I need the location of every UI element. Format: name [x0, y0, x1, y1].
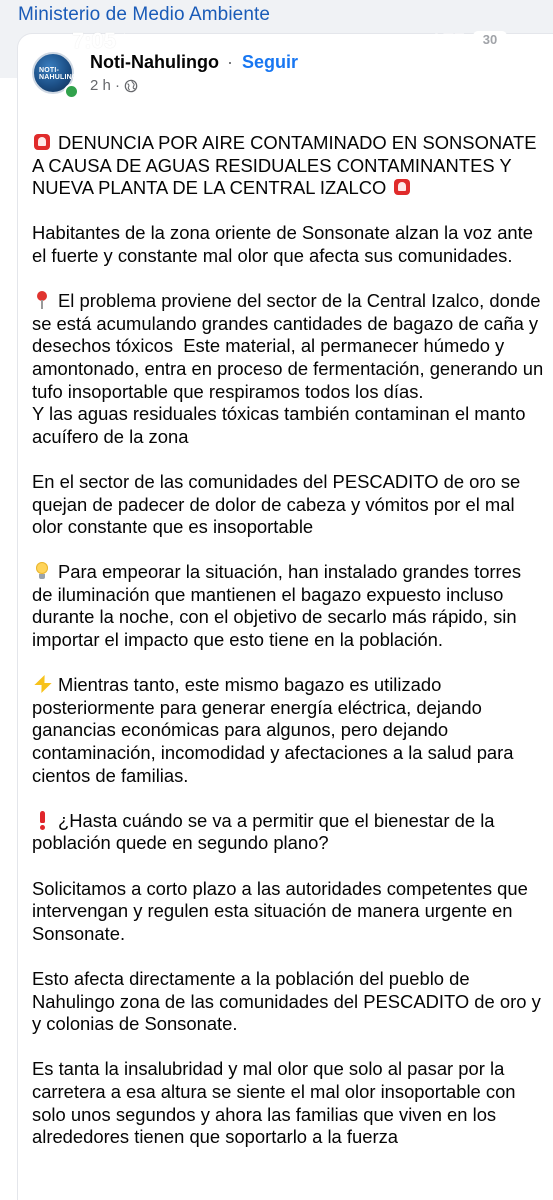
avatar-text: NOTI-NAHULINGO: [39, 67, 84, 81]
name-separator: ·: [227, 52, 233, 72]
top-banner-title[interactable]: Ministerio de Medio Ambiente: [18, 4, 271, 25]
police-light-icon: [392, 177, 412, 197]
high-voltage-icon: [32, 674, 52, 694]
paragraph-2: [32, 290, 544, 448]
battery-level: 30: [473, 31, 507, 49]
paragraph-9: Es tanta la insalubridad y mal olor que solo al pasar por la carretera a esa altura se siente el mal olor insoportable con solo unos segundos y ahora las familias que viven en los alrededores tienen que soportarlo a la fuerza: [32, 1058, 521, 1148]
network-type: LTE: [434, 30, 465, 49]
follow-button[interactable]: Seguir: [242, 52, 299, 72]
bell-slash-icon: [122, 33, 140, 49]
paragraph-8: Esto afecta directamente a la población del pueblo de Nahulingo zona de las comunidades del PESCADITO de oro y y colonias de Sonsonate.: [32, 967, 546, 1035]
paragraph-6: [32, 810, 544, 855]
light-bulb-icon: [32, 561, 52, 581]
post-title-text: DENUNCIA POR AIRE CONTAMINADO EN SONSONATE A CAUSA DE AGUAS RESIDUALES CONTAMINANTES Y NUEVA PLANTA DE LA CENTRAL IZALCO: [32, 132, 541, 199]
page-name[interactable]: Noti-Nahulingo: [90, 52, 219, 72]
cellular-signal-icon: [408, 33, 426, 47]
status-time: 7:05: [72, 28, 117, 53]
paragraph-5-text: Mientras tanto, este mismo bagazo es utilizado posteriormente para generar energía eléctrica, dejando ganancias económicas para algunos, pero dejando contaminación, incomodidad y afectaciones a la salud para cientos de familias.: [32, 674, 519, 786]
paragraph-7: Solicitamos a corto plazo a las autoridades competentes que intervengan y regulen esta situación de manera urgente en Sonsonate.: [32, 877, 533, 944]
post-meta: [90, 77, 138, 94]
status-bar-right: [408, 30, 507, 50]
globe-icon: [124, 79, 138, 93]
post-title-paragraph: [32, 132, 544, 200]
online-status-dot: [64, 84, 79, 99]
post-body: [32, 132, 544, 1149]
paragraph-5: [32, 674, 544, 787]
police-light-icon: [32, 132, 52, 152]
paragraph-3: En el sector de las comunidades del PESCADITO de oro se quejan de padecer de dolor de cabeza y vómitos por el mal olor constante que es insoportable: [32, 470, 526, 538]
post-card: [18, 34, 553, 1200]
post-time[interactable]: 2 h ·: [90, 77, 121, 94]
paragraph-2-text: El problema proviene del sector de la Central Izalco, donde se está acumulando grandes cantidades de bagazo de caña y desechos tóxicos Este material, al permanecer húmedo y amontonado, entra en proceso de fermentación, generando un tufo insoportable que respiramos todos los días. Y las aguas residuales tóxicas también contaminan el manto acuífero de la zona: [32, 290, 544, 447]
paragraph-6-text: ¿Hasta cuándo se va a permitir que el bienestar de la población quede en segundo plano?: [32, 809, 500, 854]
post-header: [32, 48, 532, 108]
round-pushpin-icon: [32, 290, 52, 310]
paragraph-4-text: Para empeorar la situación, han instalado grandes torres de iluminación que mantienen el bagazo expuesto incluso durante la noche, con el objetivo de secarlo más rápido, sin importar el impacto que esto tiene en la población.: [32, 561, 527, 651]
paragraph-1: Habitantes de la zona oriente de Sonsonate alzan la voz ante el fuerte y constante mal olor que afecta sus comunidades.: [32, 222, 539, 266]
paragraph-4: [32, 561, 544, 651]
exclamation-mark-icon: [32, 810, 52, 830]
